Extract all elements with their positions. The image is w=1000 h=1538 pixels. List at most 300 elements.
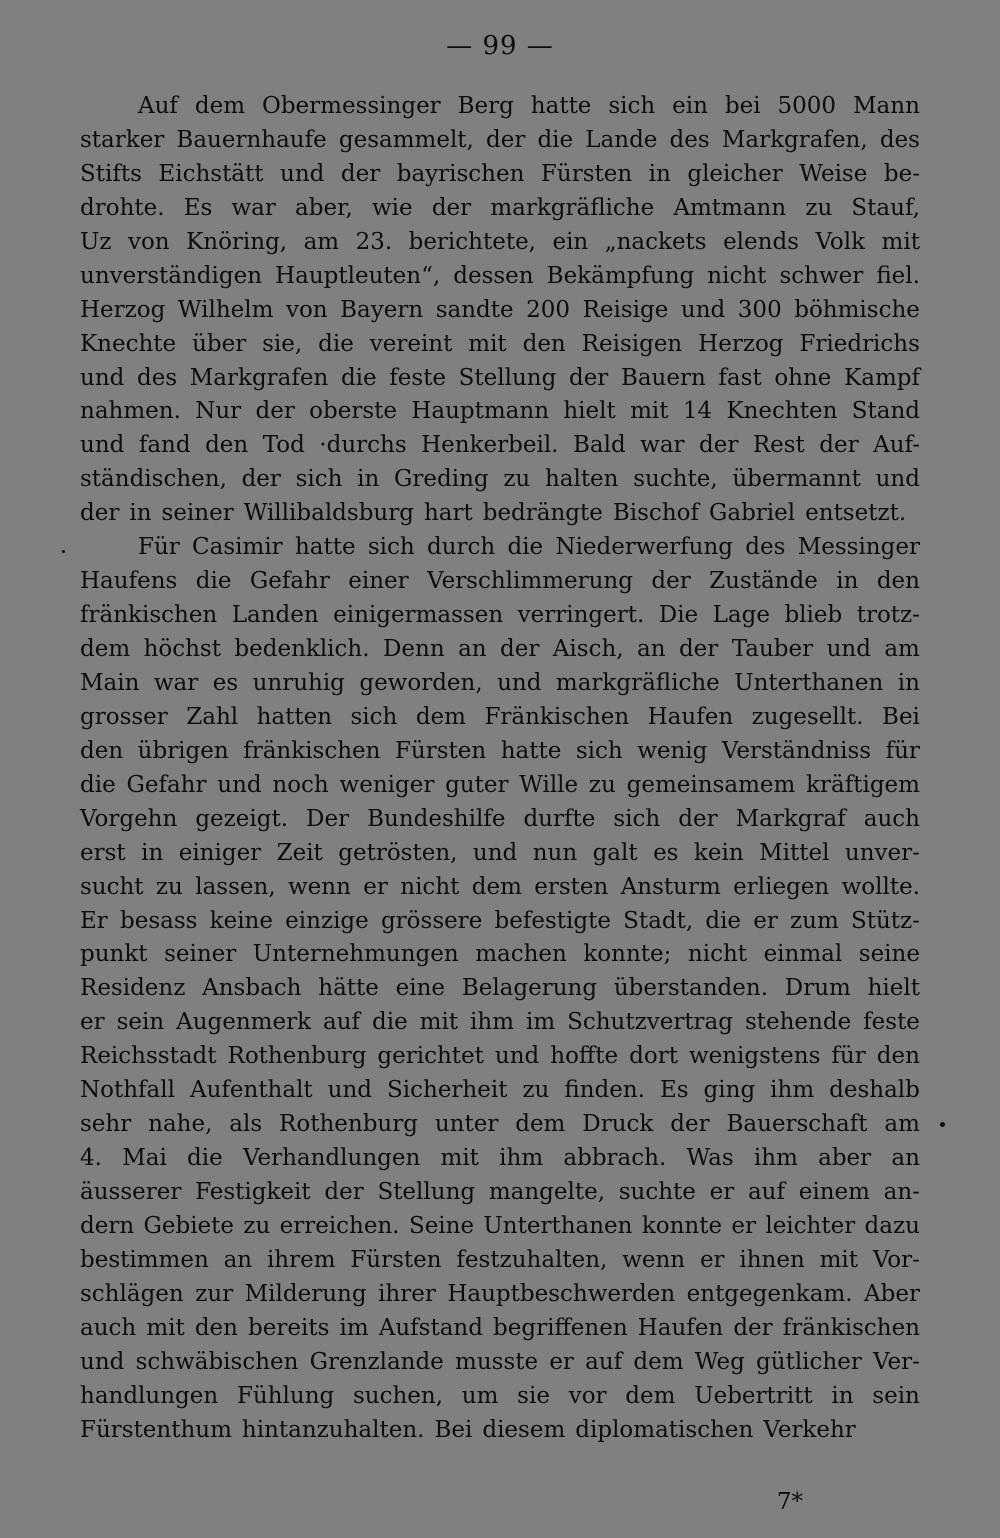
word: Haufens xyxy=(80,568,178,595)
word: Volk xyxy=(815,228,866,255)
word: konnte xyxy=(641,1212,723,1239)
word: keine xyxy=(209,907,273,934)
word: berichtete, xyxy=(408,228,536,255)
word: an xyxy=(223,1246,253,1273)
word: Stütz- xyxy=(850,907,920,934)
word: es xyxy=(212,669,239,696)
word: um xyxy=(461,1382,499,1409)
word: hielt xyxy=(867,975,920,1002)
word: Bayern xyxy=(340,296,424,323)
word: Fürsten xyxy=(394,737,487,764)
word: Knöring, xyxy=(186,228,288,255)
word: die xyxy=(507,534,544,561)
word: zu xyxy=(243,1212,271,1239)
print-speck xyxy=(940,1122,945,1127)
word: unter xyxy=(434,1111,499,1138)
word: des xyxy=(136,364,178,391)
word: Tauber xyxy=(731,636,814,662)
word: suchen, xyxy=(353,1382,444,1409)
text-line xyxy=(80,837,920,871)
word: sucht xyxy=(80,873,144,900)
word: böhmische xyxy=(794,296,920,323)
word: Es xyxy=(183,194,213,221)
word: der xyxy=(340,160,381,187)
word: galt xyxy=(592,839,638,866)
text-line xyxy=(80,667,920,701)
word: Greding xyxy=(394,466,489,493)
word: Messinger xyxy=(797,534,920,561)
word: nahe, xyxy=(148,1111,213,1138)
word: Tod xyxy=(262,432,305,459)
word: Weg xyxy=(694,1348,745,1375)
word: Zeit xyxy=(276,839,323,866)
word: am xyxy=(884,1111,920,1138)
word: sich xyxy=(350,703,398,730)
word: wenn xyxy=(288,873,351,900)
word: der xyxy=(733,1314,773,1341)
word: sie, xyxy=(262,330,303,357)
word: gezeigt. xyxy=(195,805,289,832)
word: hatten xyxy=(256,703,333,730)
word: an xyxy=(891,1145,920,1172)
word: Es xyxy=(659,1077,689,1104)
word: war xyxy=(153,669,199,696)
word: wenig xyxy=(637,737,708,764)
word: der xyxy=(819,432,859,459)
word: Stadt, xyxy=(623,907,694,934)
word: Verschlimmerung xyxy=(427,568,633,595)
word: Lage xyxy=(712,602,770,629)
word: gerichtet xyxy=(377,1043,484,1070)
text-line xyxy=(80,1312,920,1346)
word: dern xyxy=(80,1212,135,1239)
word: Eichstätt xyxy=(158,160,264,187)
word: Bauerschaft xyxy=(726,1111,868,1138)
word: zur xyxy=(195,1280,234,1307)
word: durch xyxy=(426,534,496,561)
text-line xyxy=(80,599,920,633)
word: es xyxy=(653,839,679,866)
word: markgräfliche xyxy=(490,194,655,221)
word: kräftigem xyxy=(806,771,920,798)
word: ging xyxy=(703,1077,756,1104)
word: starker xyxy=(80,126,165,153)
word: Aber xyxy=(864,1280,920,1307)
word: Aufenthalt xyxy=(189,1077,313,1104)
text-line xyxy=(80,1244,920,1278)
word: wenn xyxy=(622,1246,686,1273)
page-number: — 99 — xyxy=(446,31,554,61)
word: hätte xyxy=(318,975,379,1002)
word: nahmen. xyxy=(80,398,181,425)
text-line xyxy=(80,1380,920,1414)
word: bestimmen xyxy=(80,1246,209,1273)
word: erst xyxy=(80,839,126,866)
word: Unterthanen xyxy=(483,1212,633,1239)
word: befestigte xyxy=(494,907,611,934)
word: Bischof xyxy=(612,500,699,527)
word: 14 xyxy=(682,398,713,425)
word: und xyxy=(826,636,871,662)
word: er xyxy=(549,1348,574,1375)
word: Auf- xyxy=(873,432,920,459)
word: sich xyxy=(613,805,661,832)
word: in xyxy=(836,568,859,595)
word: hoffte xyxy=(550,1043,619,1070)
word: 300 xyxy=(737,296,782,323)
word: seine xyxy=(858,941,920,968)
word: sandte xyxy=(435,296,514,323)
word: Lande xyxy=(585,126,658,153)
word: seiner xyxy=(161,500,234,527)
word: ständischen, xyxy=(80,466,227,493)
word: an xyxy=(458,636,487,662)
word: hatte xyxy=(294,534,356,561)
word: ihrem xyxy=(266,1246,336,1273)
word: fränkischen xyxy=(782,1314,920,1341)
word: Haufen xyxy=(647,703,734,730)
word: geworden, xyxy=(359,669,483,696)
text-line xyxy=(80,633,920,667)
word: er xyxy=(699,1246,725,1273)
word: über xyxy=(192,330,247,357)
word: auch xyxy=(863,805,920,832)
word: Reisigen xyxy=(581,330,683,357)
word: gütlicher xyxy=(756,1348,862,1375)
word: 200 xyxy=(526,296,571,323)
word: Fühlung xyxy=(236,1382,335,1409)
word: sich xyxy=(295,466,343,493)
text-line xyxy=(80,531,920,565)
word: suchte xyxy=(618,1179,696,1205)
word: Festigkeit xyxy=(195,1179,311,1205)
text-line xyxy=(80,226,920,260)
word: Uz xyxy=(80,228,112,255)
word: unver- xyxy=(844,839,920,866)
word: Henkerbeil. xyxy=(421,432,559,459)
word: dem xyxy=(194,93,246,119)
word: Amtmann xyxy=(673,194,787,221)
word: Stifts xyxy=(80,160,142,187)
word: und xyxy=(80,1348,125,1375)
word: der xyxy=(678,636,719,662)
word: gesammelt, xyxy=(338,126,474,153)
word: als xyxy=(229,1111,263,1138)
word: Bauern xyxy=(620,364,706,391)
text-line xyxy=(80,1108,920,1142)
word: Kampf xyxy=(844,364,920,391)
word: er xyxy=(731,1212,757,1239)
word: Uebertritt xyxy=(694,1382,813,1409)
word: und xyxy=(472,839,518,866)
text-line xyxy=(80,972,920,1006)
word: finden. xyxy=(564,1077,645,1104)
word: und xyxy=(875,466,920,493)
word: 4. xyxy=(80,1145,102,1172)
word: übermannt xyxy=(732,466,861,493)
word: hatte xyxy=(500,737,562,764)
word: Main xyxy=(80,669,140,696)
word: des xyxy=(879,126,920,153)
text-line xyxy=(80,158,920,192)
word: dazu xyxy=(864,1212,920,1239)
word: einem xyxy=(798,1179,870,1205)
word: gemeinsamem xyxy=(626,771,796,798)
word: unverständigen xyxy=(80,262,263,289)
word: am xyxy=(884,636,920,662)
word: dem xyxy=(415,703,466,730)
word: Druck xyxy=(582,1111,654,1138)
word: suchte, xyxy=(633,466,718,493)
word: ihm xyxy=(499,1145,544,1172)
word: Wille xyxy=(519,771,579,798)
word: Gefahr xyxy=(249,568,330,595)
word: und xyxy=(497,669,542,696)
word: sehr xyxy=(80,1111,132,1138)
word: Herzog xyxy=(698,330,784,357)
text-line xyxy=(80,938,920,972)
word: deshalb xyxy=(829,1077,920,1104)
word: dem xyxy=(633,1348,684,1375)
word: Gefahr xyxy=(126,771,207,798)
word: Vorgehn xyxy=(80,805,178,832)
text-line xyxy=(80,294,920,328)
word: er xyxy=(80,1009,105,1036)
word: Reichsstadt xyxy=(80,1043,217,1070)
word: Ver- xyxy=(873,1348,920,1375)
text-line xyxy=(80,497,920,531)
word: bayrischen xyxy=(396,160,525,187)
word: die xyxy=(318,330,354,357)
text-line xyxy=(80,463,920,497)
word: ihm xyxy=(753,1145,798,1172)
word: und xyxy=(217,771,262,798)
word: ·durchs xyxy=(319,432,407,459)
word: Stauf, xyxy=(851,194,920,221)
text-line xyxy=(80,90,920,124)
text-line xyxy=(80,1414,920,1448)
word: Bald xyxy=(572,432,626,459)
word: Unterthanen xyxy=(734,669,884,696)
word: ihm xyxy=(470,1009,515,1036)
word: „nackets xyxy=(604,228,707,255)
word: abbrach. xyxy=(563,1145,667,1172)
word: Haufen xyxy=(637,1314,724,1341)
word: dort xyxy=(629,1043,678,1070)
word: Denn xyxy=(382,636,445,662)
word: Wilhelm xyxy=(177,296,274,323)
word: sich xyxy=(608,93,656,119)
word: Friedrichs xyxy=(799,330,920,357)
word: Hauptmann xyxy=(411,398,550,425)
word: dessen xyxy=(453,262,534,289)
text-line xyxy=(80,1176,920,1210)
word: mit xyxy=(146,1314,185,1341)
word: im xyxy=(525,1009,556,1036)
word: auf xyxy=(323,1009,361,1036)
word: er xyxy=(709,1179,735,1205)
word: hielt xyxy=(563,398,616,425)
word: in xyxy=(831,1382,854,1409)
word: im xyxy=(339,1314,369,1341)
word: aber xyxy=(818,1145,872,1172)
word: höchst xyxy=(143,636,221,662)
word: drohte. xyxy=(80,194,165,221)
word: Mittel xyxy=(759,839,830,866)
word: an xyxy=(637,636,666,662)
word: Bekämpfung xyxy=(546,262,695,289)
word: Bei xyxy=(882,703,920,730)
word: Unternehmungen xyxy=(252,941,459,968)
word: konnte; xyxy=(583,941,672,968)
word: Milderung xyxy=(244,1280,367,1307)
word: nicht xyxy=(687,941,748,968)
word: in xyxy=(897,669,920,696)
word: Casimir xyxy=(192,534,283,561)
word: Fürsten xyxy=(540,160,633,187)
word: Belagerung xyxy=(461,975,598,1002)
word: und xyxy=(494,1043,540,1070)
word: bedenklich. xyxy=(234,636,370,662)
word: trotz- xyxy=(856,602,920,629)
word: Fürsten xyxy=(350,1246,442,1273)
word: des xyxy=(745,534,786,561)
word: den xyxy=(205,432,249,459)
word: auf xyxy=(747,1179,786,1205)
word: Weise xyxy=(799,160,868,187)
word: in xyxy=(129,500,152,527)
word: elends xyxy=(723,228,799,255)
word: ihm xyxy=(770,1077,815,1104)
body-text xyxy=(80,90,920,1448)
word: Markgrafen xyxy=(189,364,329,391)
word: Rothenburg xyxy=(279,1111,418,1138)
word: bei xyxy=(724,93,761,119)
word: erliegen xyxy=(733,873,830,900)
text-line xyxy=(80,124,920,158)
text-line xyxy=(80,701,920,735)
word: Mann xyxy=(853,93,920,119)
word: fränkischen xyxy=(80,602,218,629)
word: kein xyxy=(693,839,744,866)
word: war xyxy=(231,194,276,221)
word: Hauptleuten“, xyxy=(275,262,441,289)
word: den xyxy=(194,1314,238,1341)
text-line xyxy=(80,769,920,803)
word: und xyxy=(280,160,325,187)
word: dem xyxy=(80,636,131,662)
text-line xyxy=(80,1210,920,1244)
word: zu xyxy=(155,873,183,900)
text-line xyxy=(80,1278,920,1312)
word: Grenzlande xyxy=(309,1348,444,1375)
word: schwäbischen xyxy=(135,1348,299,1375)
word: war xyxy=(640,432,685,459)
word: Die xyxy=(658,602,699,629)
word: stehende xyxy=(744,1009,852,1036)
word: der xyxy=(80,500,120,527)
word: Vor- xyxy=(872,1246,920,1273)
word: begriffenen xyxy=(493,1314,628,1341)
word: sich xyxy=(367,534,415,561)
word: Der xyxy=(306,805,350,832)
word: Markgraf xyxy=(735,805,846,832)
word: sich xyxy=(575,737,623,764)
word: Mai xyxy=(122,1145,167,1172)
word: oberste xyxy=(309,398,397,425)
word: einigermassen xyxy=(333,602,504,629)
word: Fränkischen xyxy=(484,703,630,730)
word: Rest xyxy=(752,432,805,459)
word: zu xyxy=(503,466,531,493)
word: musste xyxy=(455,1348,539,1375)
word: von xyxy=(285,296,328,323)
word: für xyxy=(885,737,920,764)
word: von xyxy=(127,228,170,255)
word: den xyxy=(522,330,566,357)
text-line xyxy=(80,328,920,362)
word: der xyxy=(568,364,609,391)
word: mangelte, xyxy=(488,1179,606,1205)
word: und xyxy=(80,364,125,391)
word: bedrängte xyxy=(482,500,603,527)
word: der xyxy=(500,636,540,662)
text-line xyxy=(80,429,920,463)
word: Zahl xyxy=(186,703,239,730)
word: Knechte xyxy=(80,330,177,357)
word: grössere xyxy=(380,907,483,934)
word: Stellung xyxy=(377,1179,476,1205)
word: Obermessinger xyxy=(261,93,441,119)
word: Er xyxy=(80,907,108,934)
word: Nothfall xyxy=(80,1077,175,1104)
word: den xyxy=(876,568,920,595)
word: zu xyxy=(522,1077,550,1104)
word: mit xyxy=(881,228,920,255)
word: seiner xyxy=(164,941,237,968)
word: den xyxy=(80,737,124,764)
word: schlägen xyxy=(80,1280,184,1307)
word: er xyxy=(753,907,778,934)
word: Verkehr xyxy=(763,1416,856,1443)
word: dem xyxy=(625,1382,676,1409)
word: der xyxy=(678,805,718,832)
word: Seine xyxy=(408,1212,475,1239)
word: er xyxy=(363,873,388,900)
word: be- xyxy=(883,160,920,187)
text-line xyxy=(80,1142,920,1176)
word: und xyxy=(327,1077,373,1104)
word: sein xyxy=(116,1009,165,1036)
word: Rothenburg xyxy=(227,1043,367,1070)
word: die xyxy=(705,907,742,934)
word: überstanden. xyxy=(613,975,769,1002)
word: die xyxy=(80,771,116,798)
word: schwer xyxy=(779,262,864,289)
word: mit xyxy=(468,330,507,357)
word: in xyxy=(357,466,380,493)
text-line xyxy=(80,192,920,226)
text-line xyxy=(80,1006,920,1040)
word: machen xyxy=(475,941,567,968)
word: feste xyxy=(863,1009,920,1036)
text-line xyxy=(80,362,920,396)
word: ihnen xyxy=(739,1246,805,1273)
word: mit xyxy=(419,1009,459,1036)
word: fast xyxy=(718,364,762,391)
word: guter xyxy=(445,771,509,798)
word: wie xyxy=(372,194,413,221)
